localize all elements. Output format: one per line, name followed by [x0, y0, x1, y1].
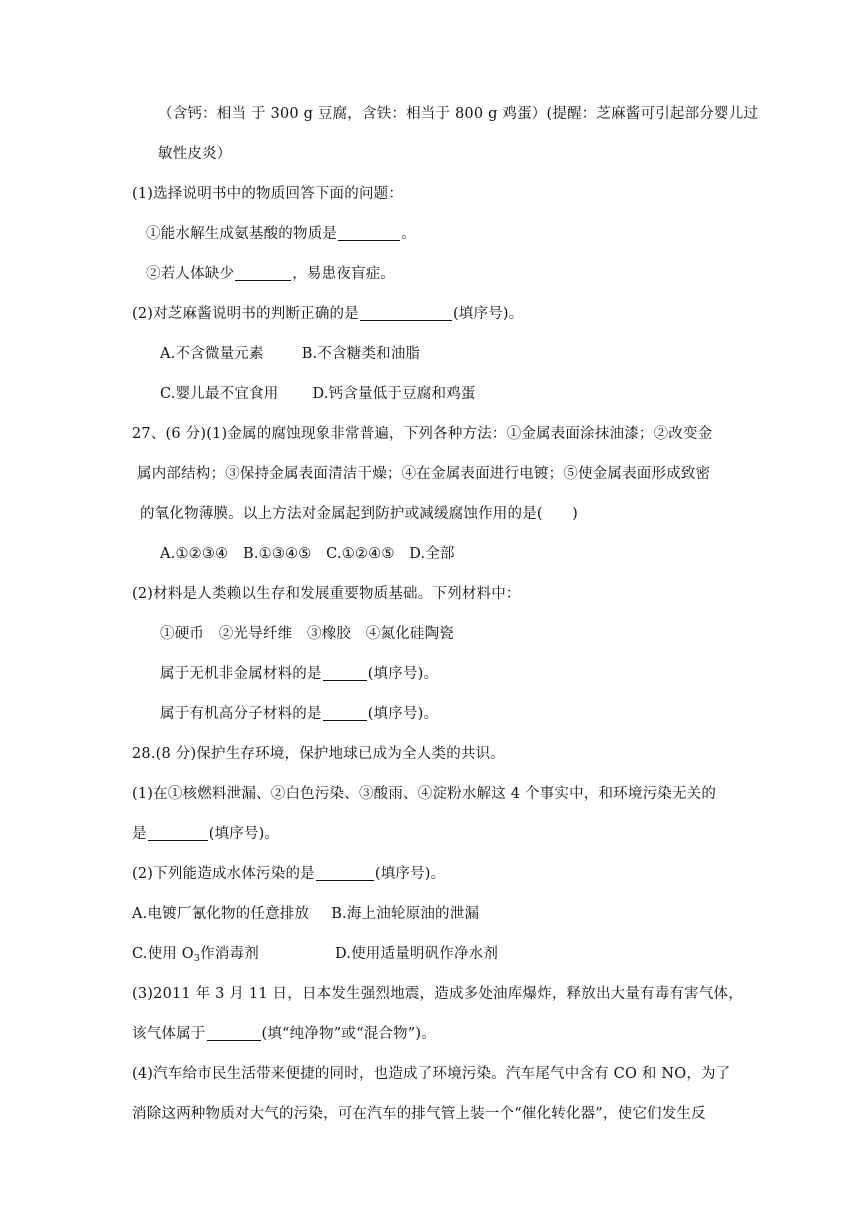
text: 属于无机非金属材料的是 — [160, 666, 322, 682]
option-b: B.海上油轮原油的泄漏 — [331, 906, 480, 922]
answer-blank[interactable] — [148, 826, 208, 841]
text: 该气体属于 — [132, 1026, 206, 1042]
text-line: 敏性皮炎） — [158, 146, 232, 162]
question-28-heading: 28.(8 分)保护生存环境，保护地球已成为全人类的共识。 — [132, 746, 506, 762]
question-27-heading: 27、(6 分)(1)金属的腐蚀现象非常普遍，下列各种方法：①金属表面涂抹油漆；②改变金 — [132, 426, 713, 442]
text: (填序号)。 — [452, 306, 524, 322]
question-28-2 — [132, 864, 445, 884]
answer-blank[interactable] — [338, 226, 400, 241]
options-line — [132, 904, 479, 924]
option-c: C.使用 $O_3$作消毒剂 — [132, 946, 259, 964]
text: (填序号)。 — [208, 826, 280, 842]
answer-blank[interactable] — [316, 866, 374, 881]
option-d: D.钙含量低于豆腐和鸡蛋 — [312, 386, 476, 402]
text: 属于有机高分子材料的是 — [160, 706, 322, 722]
text: (填序号)。 — [367, 706, 439, 722]
text: ，易患夜盲症。 — [292, 266, 396, 282]
option-a: A.电镀厂氰化物的任意排放 — [132, 906, 310, 922]
text: (填序号)。 — [374, 866, 446, 882]
option-a: A.不含微量元素 — [160, 346, 264, 362]
question-1-heading: (1)选择说明书中的物质回答下面的问题： — [132, 186, 404, 202]
text: (2)下列能造成水体污染的是 — [132, 866, 315, 882]
question-27-2: (2)材料是人类赖以生存和发展重要物质基础。下列材料中： — [132, 586, 521, 602]
question-27-2-b — [160, 704, 438, 724]
answer-blank[interactable] — [207, 1026, 261, 1041]
options-line — [160, 384, 476, 404]
question-27-2-a — [160, 664, 438, 684]
question-2 — [132, 304, 523, 324]
text: 。 — [401, 226, 416, 242]
text-line: （含钙：相当 于 300 g 豆腐，含铁：相当于 800 g 鸡蛋）(提醒：芝麻酱可引起部分婴儿过 — [158, 106, 759, 122]
text: ①能水解生成氨基酸的物质是 — [146, 226, 338, 242]
question-28-3-cont — [132, 1024, 436, 1044]
options-line: A.①②③④ B.①③④⑤ C.①②④⑤ D.全部 — [160, 546, 455, 562]
question-1-2 — [146, 264, 395, 284]
answer-blank[interactable] — [360, 306, 452, 321]
question-28-1-cont — [132, 824, 279, 844]
question-1-1 — [146, 224, 416, 244]
text: (填序号)。 — [367, 666, 439, 682]
answer-blank[interactable] — [235, 266, 291, 281]
text-line: 消除这两种物质对大气的污染，可在汽车的排气管上装一个“催化转化器”，使它们发生反 — [132, 1106, 706, 1122]
question-28-4: (4)汽车给市民生活带来便捷的同时，也造成了环境污染。汽车尾气中含有 CO 和 NO，为了 — [132, 1066, 731, 1082]
text: (2)对芝麻酱说明书的判断正确的是 — [132, 306, 359, 322]
materials-list: ①硬币 ②光导纤维 ③橡胶 ④氮化硅陶瓷 — [160, 626, 454, 642]
option-b: B.不含糖类和油脂 — [301, 346, 421, 362]
text: (填“纯净物”或“混合物”)。 — [261, 1026, 436, 1042]
text-line: 的氧化物薄膜。以上方法对金属起到防护或减缓腐蚀作用的是( ) — [140, 506, 579, 522]
options-line — [132, 944, 498, 969]
text-line: 属内部结构；③保持金属表面清洁干燥；④在金属表面进行电镀；⑤使金属表面形成致密 — [137, 466, 711, 482]
question-28-1: (1)在①核燃料泄漏、②白色污染、③酸雨、④淀粉水解这 4 个事实中，和环境污染无关的 — [132, 786, 717, 802]
question-28-3: (3)2011 年 3 月 11 日，日本发生强烈地震，造成多处油库爆炸，释放出大量有毒有害气体， — [132, 986, 743, 1002]
text: 是 — [132, 826, 147, 842]
answer-blank[interactable] — [323, 666, 367, 681]
option-d: D.使用适量明矾作净水剂 — [334, 946, 499, 962]
options-line — [160, 344, 420, 364]
answer-blank[interactable] — [323, 706, 367, 721]
option-c: C.婴儿最不宜食用 — [160, 386, 279, 402]
text: ②若人体缺少 — [146, 266, 235, 282]
